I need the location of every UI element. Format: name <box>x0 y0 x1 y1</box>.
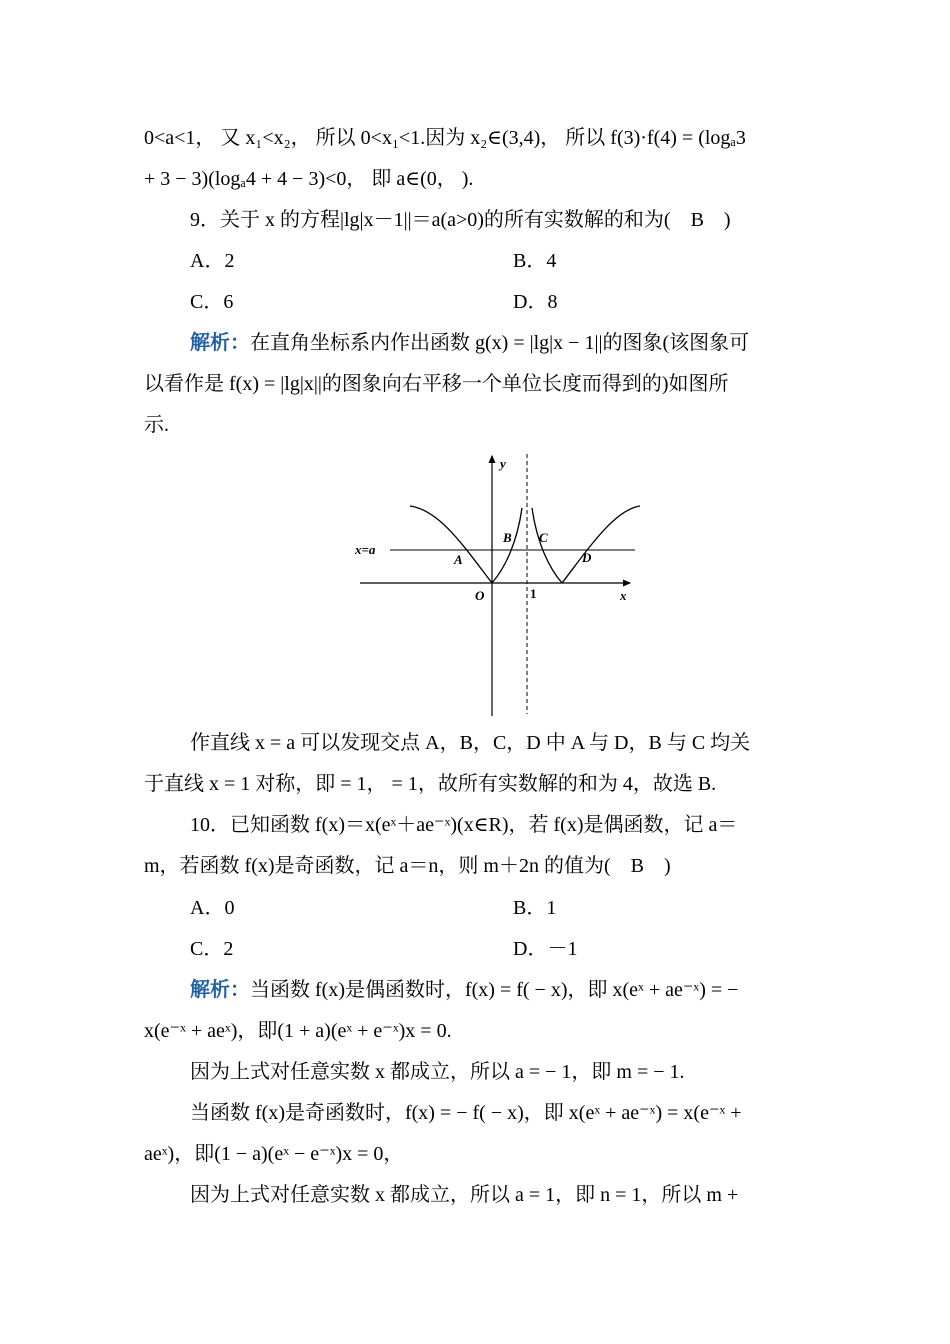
solution-10-line <box>190 978 738 1002</box>
curve-c-branch <box>532 508 562 583</box>
question-10: 10．已知函数 f(x)＝x(eˣ＋ae⁻ˣ)(x∈R)，若 f(x)是偶函数，记 a＝ <box>190 814 738 836</box>
solution-9-line <box>190 331 749 355</box>
option-d: D．8 <box>513 291 558 313</box>
option-d: D．－1 <box>513 938 578 960</box>
point-c-label: C <box>539 530 548 545</box>
solution-text: 在直角坐标系内作出函数 g(x) = |lg|x − 1||的图象(该图象可 <box>250 332 750 354</box>
solution-label: 解析： <box>190 979 250 1001</box>
function-graph <box>350 448 650 718</box>
text-line: m，若函数 f(x)是奇函数，记 a＝n，则 m＋2n 的值为( B ) <box>144 855 671 877</box>
option-a: A．0 <box>190 897 235 919</box>
point-d-label: D <box>582 550 592 565</box>
text-line: 因为上式对任意实数 x 都成立，所以 a = − 1，即 m = − 1. <box>190 1061 685 1083</box>
curve-left-branch <box>410 506 492 583</box>
solution-label: 解析： <box>190 332 250 354</box>
text-line: 0<a<1， 又 x₁<x₂， 所以 0<x₁<1.因为 x₂∈(3,4)， 所以 f(3)·f(4) = (logₐ3 <box>144 127 746 149</box>
text-line: 以看作是 f(x) = |lg|x||的图象向右平移一个单位长度而得到的)如图所 <box>144 373 729 395</box>
one-label: 1 <box>530 586 537 601</box>
text-line: x(e⁻ˣ + aeˣ)，即(1 + a)(eˣ + e⁻ˣ)x = 0. <box>144 1020 452 1042</box>
y-label: y <box>500 456 506 471</box>
origin-label: O <box>475 588 485 603</box>
text-line: 作直线 x = a 可以发现交点 A，B，C，D 中 A 与 D，B 与 C 均关 <box>190 732 751 754</box>
solution-text: 当函数 f(x)是偶函数时，f(x) = f( − x)，即 x(eˣ + ae⁻ˣ) = − <box>250 979 739 1001</box>
text-line: 于直线 x = 1 对称，即 = 1， = 1，故所有实数解的和为 4，故选 B. <box>144 773 717 795</box>
text-line: + 3 − 3)(logₐ4 + 4 − 3)<0， 即 a∈(0， ). <box>144 168 474 190</box>
option-c: C．2 <box>190 938 234 960</box>
text-line: 因为上式对任意实数 x 都成立，所以 a = 1，即 n = 1，所以 m + <box>190 1184 739 1206</box>
option-a: A．2 <box>190 250 235 272</box>
curve-right-branch <box>562 506 640 583</box>
x-label: x <box>620 588 627 603</box>
point-a-label: A <box>454 552 463 567</box>
question-9: 9．关于 x 的方程|lg|x－1||＝a(a>0)的所有实数解的和为( B ) <box>190 209 731 231</box>
option-b: B．1 <box>513 897 557 919</box>
line-label: x=a <box>355 542 376 557</box>
text-line: 当函数 f(x)是奇函数时，f(x) = − f( − x)，即 x(eˣ + ae⁻ˣ) = x(e⁻ˣ + <box>190 1102 742 1124</box>
option-c: C．6 <box>190 291 234 313</box>
point-b-label: B <box>503 530 512 545</box>
curve-b-branch <box>492 508 522 583</box>
option-b: B．4 <box>513 250 557 272</box>
text-line: aeˣ)，即(1 − a)(eˣ − e⁻ˣ)x = 0， <box>144 1143 404 1165</box>
text-line: 示. <box>144 414 169 436</box>
